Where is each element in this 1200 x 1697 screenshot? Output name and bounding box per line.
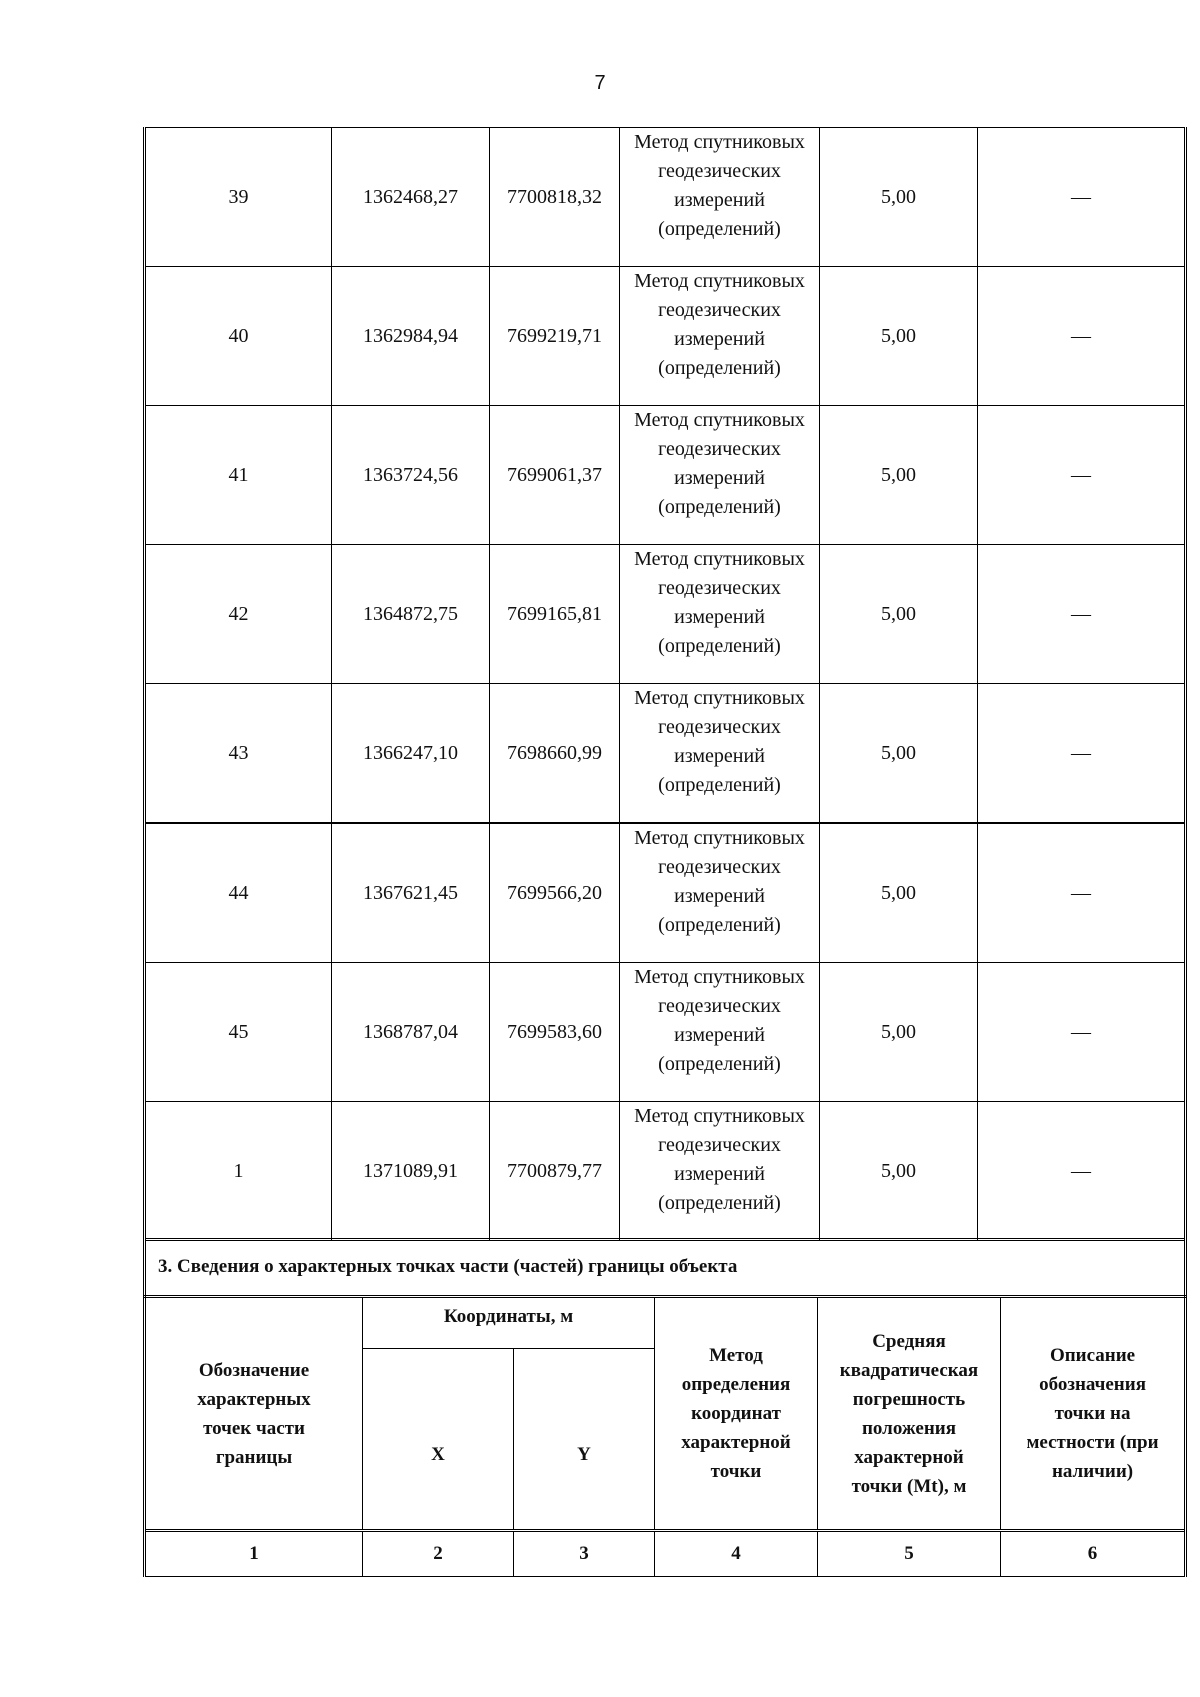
method-line: Метод спутниковых xyxy=(634,687,805,709)
point-method xyxy=(620,545,820,684)
point-row xyxy=(145,406,1186,545)
point-desc: — xyxy=(978,267,1186,406)
point-method xyxy=(620,684,820,824)
col-number-1: 1 xyxy=(145,1531,363,1577)
header-line: обозначения xyxy=(1039,1374,1146,1395)
method-line: (определений) xyxy=(658,774,781,796)
point-mt: 5,00 xyxy=(820,684,978,824)
header-line: точки (Mt), м xyxy=(851,1475,967,1497)
header-line: характерной xyxy=(681,1432,791,1453)
point-y: 7700879,77 xyxy=(490,1102,620,1241)
header-line: положения xyxy=(861,1417,957,1439)
header-desc-text xyxy=(1001,1341,1184,1486)
point-id: 39 xyxy=(145,128,332,267)
header-line: характерной xyxy=(854,1446,964,1468)
header-line: Метод xyxy=(709,1345,763,1366)
point-desc: — xyxy=(978,823,1186,963)
point-x: 1364872,75 xyxy=(332,545,490,684)
point-mt: 5,00 xyxy=(820,1102,978,1241)
method-line: (определений) xyxy=(658,1192,781,1214)
method-line: геодезических xyxy=(658,1134,781,1156)
point-y: 7699061,37 xyxy=(490,406,620,545)
col-number-2: 2 xyxy=(363,1531,514,1577)
point-method xyxy=(620,823,820,963)
method-line: измерений xyxy=(674,885,765,907)
header-designation xyxy=(145,1297,363,1531)
point-mt: 5,00 xyxy=(820,823,978,963)
point-id: 45 xyxy=(145,963,332,1102)
header-line: определения xyxy=(681,1374,791,1395)
point-row xyxy=(145,267,1186,406)
method-line: (определений) xyxy=(658,218,781,240)
method-line: Метод спутниковых xyxy=(634,548,805,570)
point-x: 1371089,91 xyxy=(332,1102,490,1241)
method-line: измерений xyxy=(674,606,765,628)
header-line: характерных xyxy=(197,1388,311,1410)
point-method xyxy=(620,963,820,1102)
method-line: измерений xyxy=(674,189,765,211)
method-line: Метод спутниковых xyxy=(634,131,805,153)
method-line: (определений) xyxy=(658,635,781,657)
point-desc: — xyxy=(978,545,1186,684)
header-line: погрешность xyxy=(852,1388,966,1410)
header-line: точек части xyxy=(203,1417,305,1439)
points-table xyxy=(143,127,1187,1241)
header-mt xyxy=(818,1297,1001,1531)
point-row xyxy=(145,684,1186,824)
point-y: 7699583,60 xyxy=(490,963,620,1102)
method-line: геодезических xyxy=(658,160,781,182)
header-line: местности (при xyxy=(1026,1432,1159,1453)
header-line: квадратическая xyxy=(839,1359,979,1381)
header-y: Y xyxy=(514,1349,655,1531)
col-number-6: 6 xyxy=(1001,1531,1186,1577)
header-line: Средняя xyxy=(872,1330,946,1352)
point-desc: — xyxy=(978,1102,1186,1241)
section3-title: 3. Сведения о характерных точках части (частей) границы объекта xyxy=(145,1239,1186,1297)
point-mt: 5,00 xyxy=(820,128,978,267)
header-coords: Координаты, м xyxy=(363,1297,655,1349)
point-mt: 5,00 xyxy=(820,267,978,406)
point-method xyxy=(620,267,820,406)
method-line: геодезических xyxy=(658,995,781,1017)
header-designation-text xyxy=(146,1356,362,1472)
point-row xyxy=(145,545,1186,684)
point-y: 7698660,99 xyxy=(490,684,620,824)
method-line: геодезических xyxy=(658,856,781,878)
method-line: Метод спутниковых xyxy=(634,1105,805,1127)
header-line: точки xyxy=(710,1461,762,1482)
point-id: 43 xyxy=(145,684,332,824)
method-line: измерений xyxy=(674,745,765,767)
header-line: Описание xyxy=(1049,1345,1136,1366)
method-line: (определений) xyxy=(658,496,781,518)
point-method xyxy=(620,1102,820,1241)
method-line: (определений) xyxy=(658,1053,781,1075)
point-x: 1363724,56 xyxy=(332,406,490,545)
point-row xyxy=(145,128,1186,267)
header-line: наличии) xyxy=(1051,1461,1134,1482)
point-row xyxy=(145,1102,1186,1241)
header-line: границы xyxy=(215,1446,293,1468)
point-x: 1362468,27 xyxy=(332,128,490,267)
point-id: 40 xyxy=(145,267,332,406)
method-line: Метод спутниковых xyxy=(634,409,805,431)
point-desc: — xyxy=(978,684,1186,824)
header-line: точки на xyxy=(1054,1403,1131,1424)
header-line: Обозначение xyxy=(198,1359,310,1381)
point-id: 41 xyxy=(145,406,332,545)
point-x: 1366247,10 xyxy=(332,684,490,824)
header-x: X xyxy=(363,1349,514,1531)
point-desc: — xyxy=(978,963,1186,1102)
col-number-3: 3 xyxy=(514,1531,655,1577)
col-number-5: 5 xyxy=(818,1531,1001,1577)
point-y: 7699219,71 xyxy=(490,267,620,406)
method-line: измерений xyxy=(674,328,765,350)
point-y: 7699566,20 xyxy=(490,823,620,963)
point-mt: 5,00 xyxy=(820,406,978,545)
method-line: геодезических xyxy=(658,577,781,599)
method-line: геодезических xyxy=(658,299,781,321)
point-x: 1367621,45 xyxy=(332,823,490,963)
method-line: Метод спутниковых xyxy=(634,827,805,849)
header-method xyxy=(655,1297,818,1531)
header-method-text xyxy=(655,1341,817,1486)
point-row xyxy=(145,823,1186,963)
method-line: Метод спутниковых xyxy=(634,966,805,988)
point-desc: — xyxy=(978,128,1186,267)
point-y: 7699165,81 xyxy=(490,545,620,684)
point-desc: — xyxy=(978,406,1186,545)
page-number: 7 xyxy=(594,72,606,94)
method-line: (определений) xyxy=(658,357,781,379)
col-number-4: 4 xyxy=(655,1531,818,1577)
method-line: геодезических xyxy=(658,716,781,738)
point-mt: 5,00 xyxy=(820,963,978,1102)
point-mt: 5,00 xyxy=(820,545,978,684)
point-id: 42 xyxy=(145,545,332,684)
point-method xyxy=(620,406,820,545)
method-line: Метод спутниковых xyxy=(634,270,805,292)
point-id: 44 xyxy=(145,823,332,963)
method-line: геодезических xyxy=(658,438,781,460)
point-x: 1368787,04 xyxy=(332,963,490,1102)
header-mt-text xyxy=(818,1327,1000,1501)
point-method xyxy=(620,128,820,267)
header-desc xyxy=(1001,1297,1186,1531)
point-x: 1362984,94 xyxy=(332,267,490,406)
point-row xyxy=(145,963,1186,1102)
method-line: (определений) xyxy=(658,914,781,936)
section3-table xyxy=(143,1238,1187,1577)
method-line: измерений xyxy=(674,1024,765,1046)
point-y: 7700818,32 xyxy=(490,128,620,267)
header-line: координат xyxy=(691,1403,781,1424)
point-id: 1 xyxy=(145,1102,332,1241)
method-line: измерений xyxy=(674,467,765,489)
method-line: измерений xyxy=(674,1163,765,1185)
